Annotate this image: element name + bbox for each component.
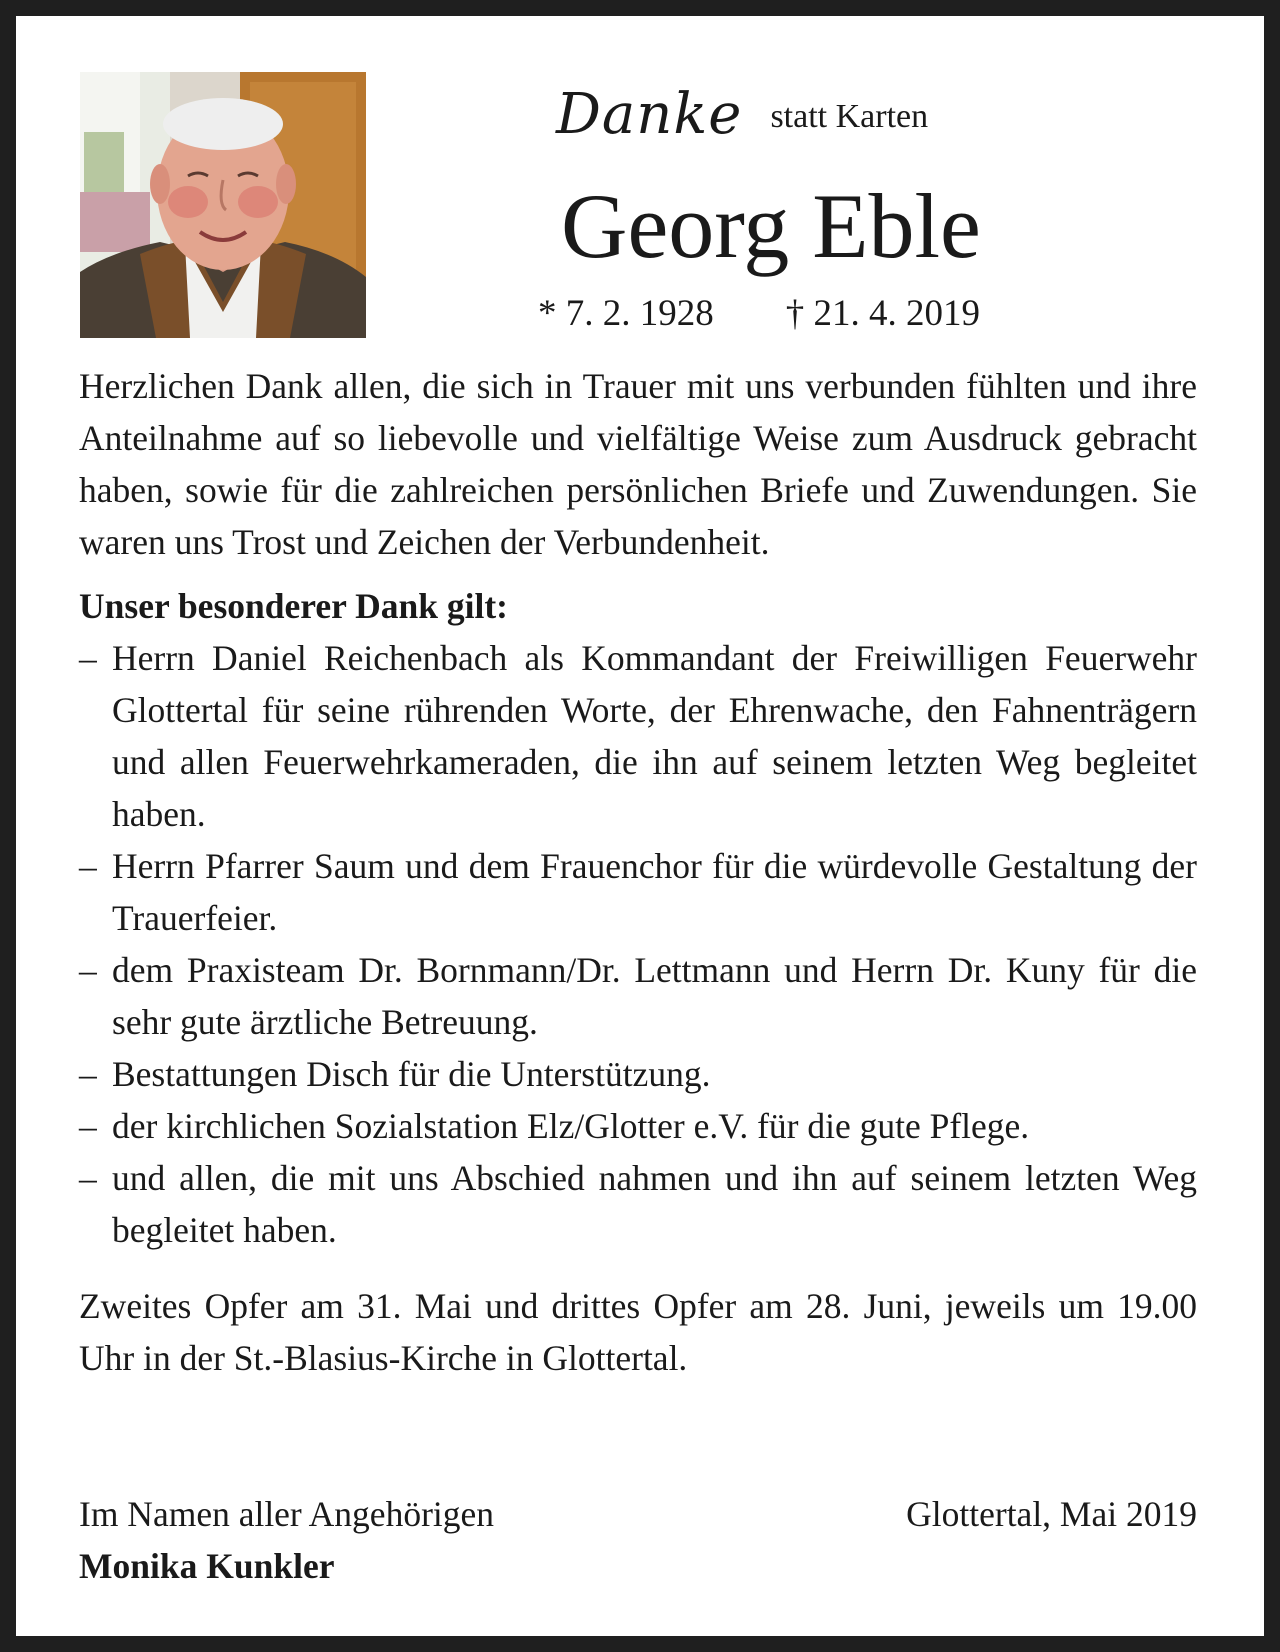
statt-karten-text: statt Karten [770,98,929,135]
danke-heading [556,82,928,147]
on-behalf-text: Im Namen aller Angehörigen [79,1494,495,1534]
signer-name: Monika Kunkler [79,1546,335,1586]
list-item-text: der kirchlichen Sozialstation Elz/Glotter e.V. für die gute Pflege. [112,1106,1030,1146]
list-item-text: Herrn Daniel Reichenbach als Kommandant der Freiwilligen Feuerwehr Glottertal für seine rührenden Worte, der Ehrenwache, den Fahnenträgern und allen Feuerwehrkameraden, die ihn auf seinem letzten Weg begleitet haben. [112,638,1197,834]
obituary-card [16,16,1264,1636]
list-item [79,1100,1197,1152]
portrait-image [80,72,366,338]
list-item [79,840,1197,944]
deceased-name: Georg Eble [561,175,981,277]
place-date-text: Glottertal, Mai 2019 [906,1494,1197,1534]
thanks-list [79,632,1197,1256]
list-item [79,1048,1197,1100]
dash-bullet: – [79,846,97,886]
dash-bullet: – [79,1054,97,1094]
signature-row [79,1488,1197,1540]
portrait-photo [80,72,366,338]
list-item-text: und allen, die mit uns Abschied nahmen und ihn auf seinem letzten Weg begleitet haben. [112,1158,1197,1250]
dash-bullet: – [79,1106,97,1146]
list-item-text: Bestattungen Disch für die Unterstützung. [112,1054,711,1094]
list-item [79,1152,1197,1256]
life-dates [538,292,980,335]
intro-paragraph: Herzlichen Dank allen, die sich in Trauer mit uns verbunden fühlten und ihre Anteilnahme auf so liebevolle und vielfältige Weise zum Ausdruck gebracht haben, sowie für die zahlreichen persönlichen Briefe und Zuwendungen. Sie waren uns Trost und Zeichen der Verbundenheit. [79,366,1197,562]
list-item [79,632,1197,840]
opfer-paragraph: Zweites Opfer am 31. Mai und drittes Opfer am 28. Juni, jeweils um 19.00 Uhr in der St.-Blasius-Kirche in Glottertal. [79,1286,1197,1378]
list-item-text: dem Praxisteam Dr. Bornmann/Dr. Lettmann und Herrn Dr. Kuny für die sehr gute ärztliche Betreuung. [112,950,1197,1042]
danke-script-text: Danke [556,82,743,147]
dash-bullet: – [79,638,97,678]
dash-bullet: – [79,1158,97,1198]
list-item-text: Herrn Pfarrer Saum und dem Frauenchor für die würdevolle Gestaltung der Trauerfeier. [112,846,1197,938]
signature-block [79,1488,1197,1592]
birth-date: * 7. 2. 1928 [538,293,714,334]
thanks-heading: Unser besonderer Dank gilt: [79,586,508,626]
dash-bullet: – [79,950,97,990]
message-body [79,360,1197,1384]
list-item [79,944,1197,1048]
death-date: † 21. 4. 2019 [785,293,980,334]
